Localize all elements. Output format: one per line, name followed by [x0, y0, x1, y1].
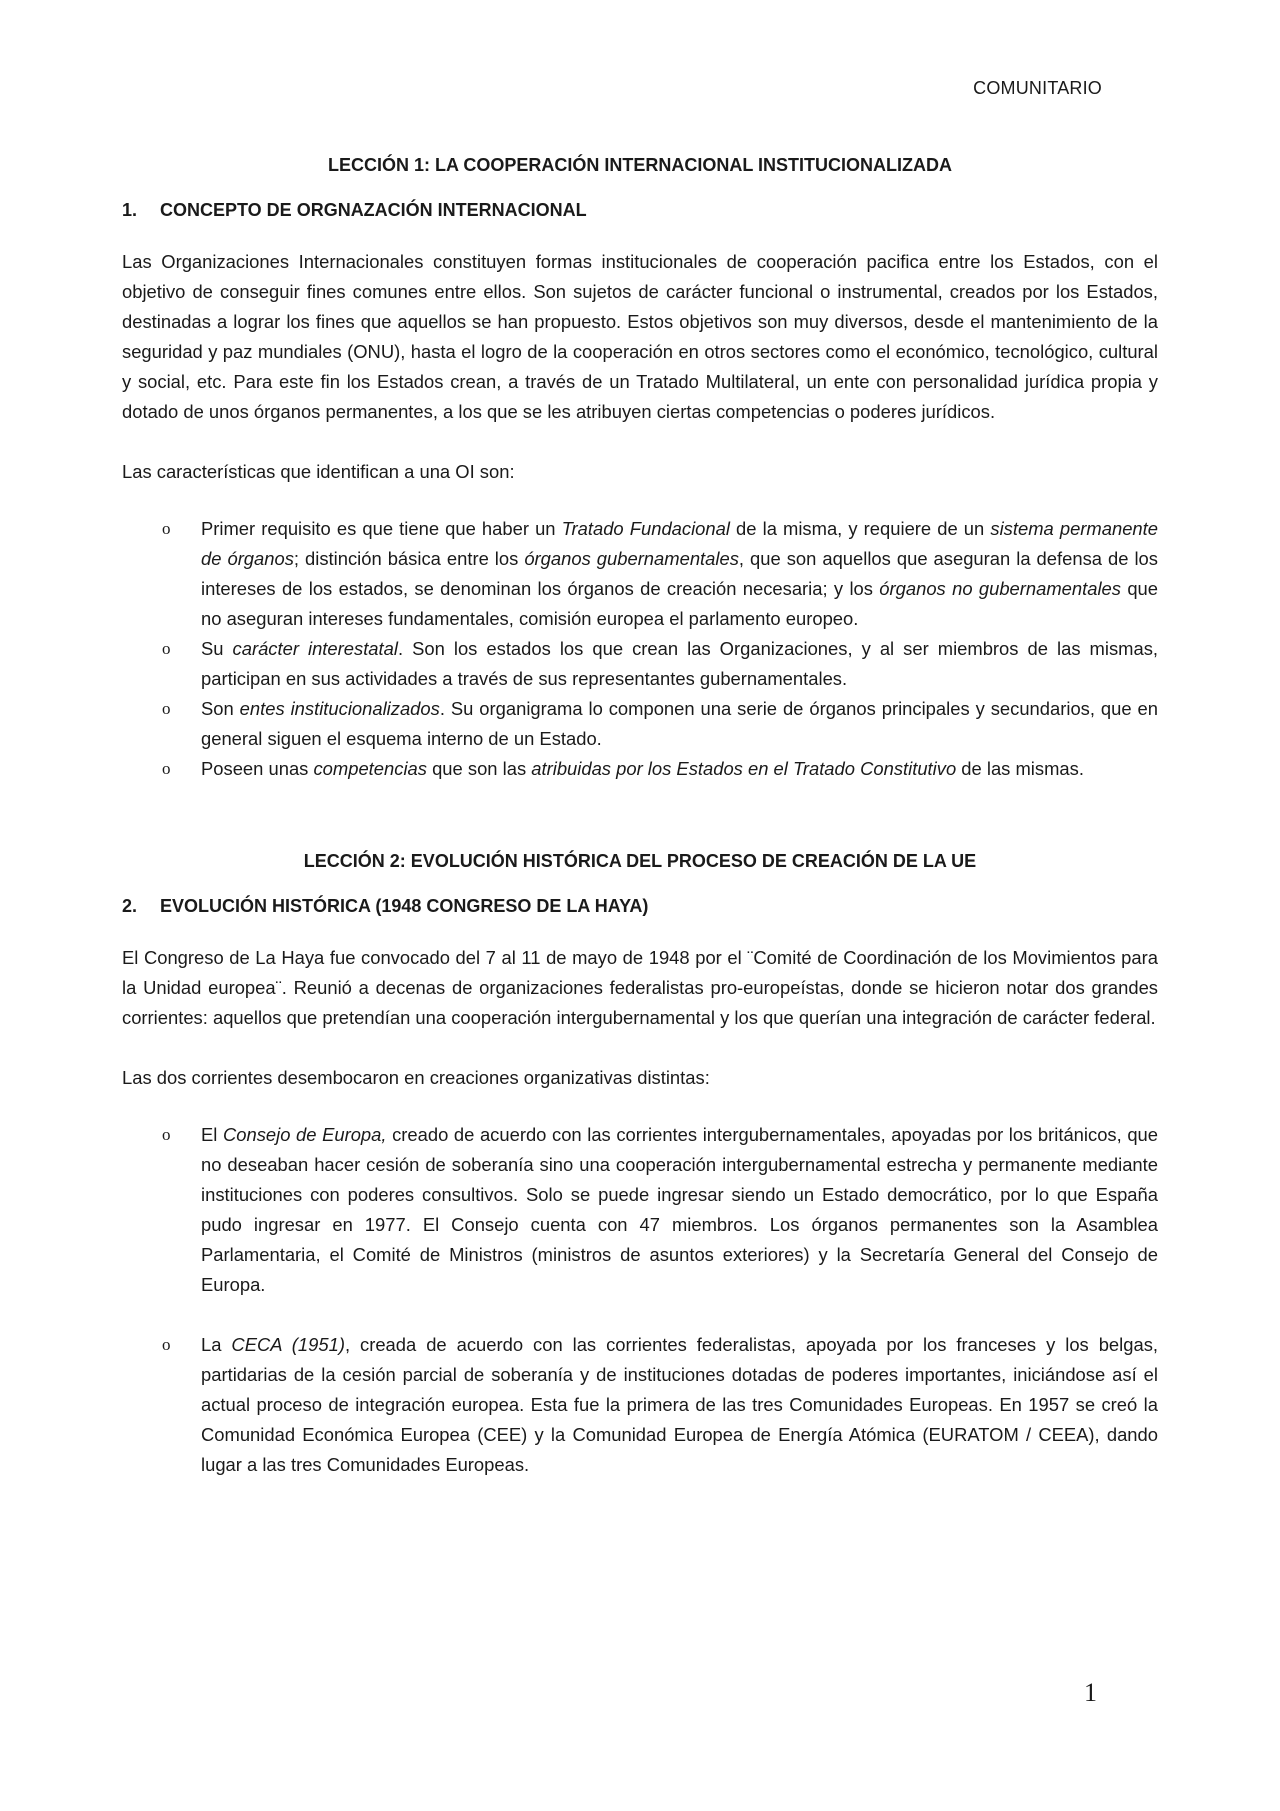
section-2-title: EVOLUCIÓN HISTÓRICA (1948 CONGRESO DE LA HAYA): [160, 896, 649, 916]
list-text: que son las: [426, 758, 532, 779]
list-item: [122, 754, 1158, 784]
lesson-2-title: LECCIÓN 2: EVOLUCIÓN HISTÓRICA DEL PROCESO DE CREACIÓN DE LA UE: [303, 851, 977, 871]
list-text: . Son los estados los que crean las Organizaciones, y al ser miembros de las mismas, participan en sus actividades a través de sus representantes gubernamentales.: [201, 638, 1158, 689]
list-text: El: [201, 1124, 223, 1145]
lesson-2-currents-list: [122, 1120, 1158, 1480]
list-item: [122, 1330, 1158, 1480]
list-item: [122, 1120, 1158, 1300]
bullet-marker: o: [162, 759, 171, 778]
section-1-heading: [122, 195, 1158, 225]
page-number: 1: [1084, 1678, 1097, 1707]
list-text: , que son aquellos que aseguran la defensa de los intereses de los estados, se denominan los órganos de creación necesaria; y los: [201, 548, 1158, 599]
emphasis-text: CECA (1951): [231, 1334, 345, 1355]
emphasis-text: órganos gubernamentales: [524, 548, 739, 569]
list-item: [122, 694, 1158, 754]
emphasis-text: Tratado Fundacional: [561, 518, 730, 539]
list-text: Su: [201, 638, 233, 659]
lesson-1-intro: Las características que identifican a una OI son:: [122, 461, 515, 482]
list-text: de la misma, y requiere de un: [729, 518, 991, 539]
bullet-marker: o: [162, 639, 171, 658]
emphasis-text: competencias: [313, 758, 427, 779]
emphasis-text: entes institucionalizados: [239, 698, 440, 719]
list-text: Son: [201, 698, 240, 719]
list-text: creado de acuerdo con las corrientes intergubernamentales, apoyadas por los británicos, que no deseaban hacer cesión de soberanía sino una cooperación intergubernamental estrecha y permanente mediante instituciones con poderes consultivos. Solo se puede ingresar siendo un Estado democrático, por lo que España pudo ingresar en 1977. El Consejo cuenta con 47 miembros. Los órganos permanentes son la Asamblea Parlamentaria, el Comité de Ministros (ministros de asuntos exteriores) y la Secretaría General del Consejo de Europa.: [201, 1124, 1159, 1295]
list-text: , creada de acuerdo con las corrientes federalistas, apoyada por los franceses y los belgas, partidarias de la cesión parcial de soberanía y de instituciones dotadas de poderes importantes, iniciándose así el actual proceso de integración europea. Esta fue la primera de las tres Comunidades Europeas. En 1957 se creó la Comunidad Económica Europea (CEE) y la Comunidad Europea de Energía Atómica (EURATOM / CEEA), dando lugar a las tres Comunidades Europeas.: [201, 1334, 1158, 1475]
lesson-1-paragraph: Las Organizaciones Internacionales constituyen formas institucionales de cooperación pacifica entre los Estados, con el objetivo de conseguir fines comunes entre ellos. Son sujetos de carácter funcional o instrumental, creados por los Estados, destinadas a lograr los fines que aquellos se han propuesto. Estos objetivos son muy diversos, desde el mantenimiento de la seguridad y paz mundiales (ONU), hasta el logro de la cooperación en otros sectores como el económico, tecnológico, cultural y social, etc. Para este fin los Estados crean, a través de un Tratado Multilateral, un ente con personalidad jurídica propia y dotado de unos órganos permanentes, a los que se les atribuyen ciertas competencias o poderes jurídicos.: [122, 251, 1158, 422]
bullet-marker: o: [162, 699, 171, 718]
list-text: Poseen unas: [201, 758, 314, 779]
list-text: Primer requisito es que tiene que haber un: [201, 518, 562, 539]
lesson-2-intro: Las dos corrientes desembocaron en creaciones organizativas distintas:: [122, 1067, 710, 1088]
emphasis-text: atribuidas por los Estados en el Tratado Constitutivo: [531, 758, 957, 779]
running-header: COMUNITARIO: [973, 78, 1102, 98]
lesson-1-characteristics-list: [122, 514, 1158, 784]
list-text: ; distinción básica entre los: [293, 548, 525, 569]
list-item: [122, 634, 1158, 694]
list-item: [122, 514, 1158, 634]
bullet-marker: o: [162, 1335, 171, 1354]
emphasis-text: órganos no gubernamentales: [879, 578, 1121, 599]
list-text: . Su organigrama lo componen una serie de órganos principales y secundarios, que en general siguen el esquema interno de un Estado.: [201, 698, 1158, 749]
bullet-marker: o: [162, 1125, 171, 1144]
lesson-1-title: LECCIÓN 1: LA COOPERACIÓN INTERNACIONAL INSTITUCIONALIZADA: [328, 155, 952, 175]
lesson-2-paragraph: El Congreso de La Haya fue convocado del 7 al 11 de mayo de 1948 por el ¨Comité de Coordinación de los Movimientos para la Unidad europea¨. Reunió a decenas de organizaciones federalistas pro-europeístas, donde se hicieron notar dos grandes corrientes: aquellos que pretendían una cooperación intergubernamental y los que querían una integración de carácter federal.: [122, 947, 1158, 1028]
document-body: [122, 150, 1158, 1480]
section-1-title: CONCEPTO DE ORGNAZACIÓN INTERNACIONAL: [160, 200, 587, 220]
section-2-heading: [122, 891, 1158, 921]
section-2-number: 2.: [122, 896, 138, 916]
list-text: La: [201, 1334, 232, 1355]
list-text: que no aseguran intereses fundamentales, comisión europea el parlamento europeo.: [201, 578, 1158, 629]
bullet-marker: o: [162, 519, 171, 538]
section-1-number: 1.: [122, 200, 138, 220]
emphasis-text: carácter interestatal: [232, 638, 398, 659]
emphasis-text: Consejo de Europa,: [222, 1124, 387, 1145]
emphasis-text: sistema permanente de órganos: [201, 518, 1158, 569]
list-text: de las mismas.: [956, 758, 1084, 779]
